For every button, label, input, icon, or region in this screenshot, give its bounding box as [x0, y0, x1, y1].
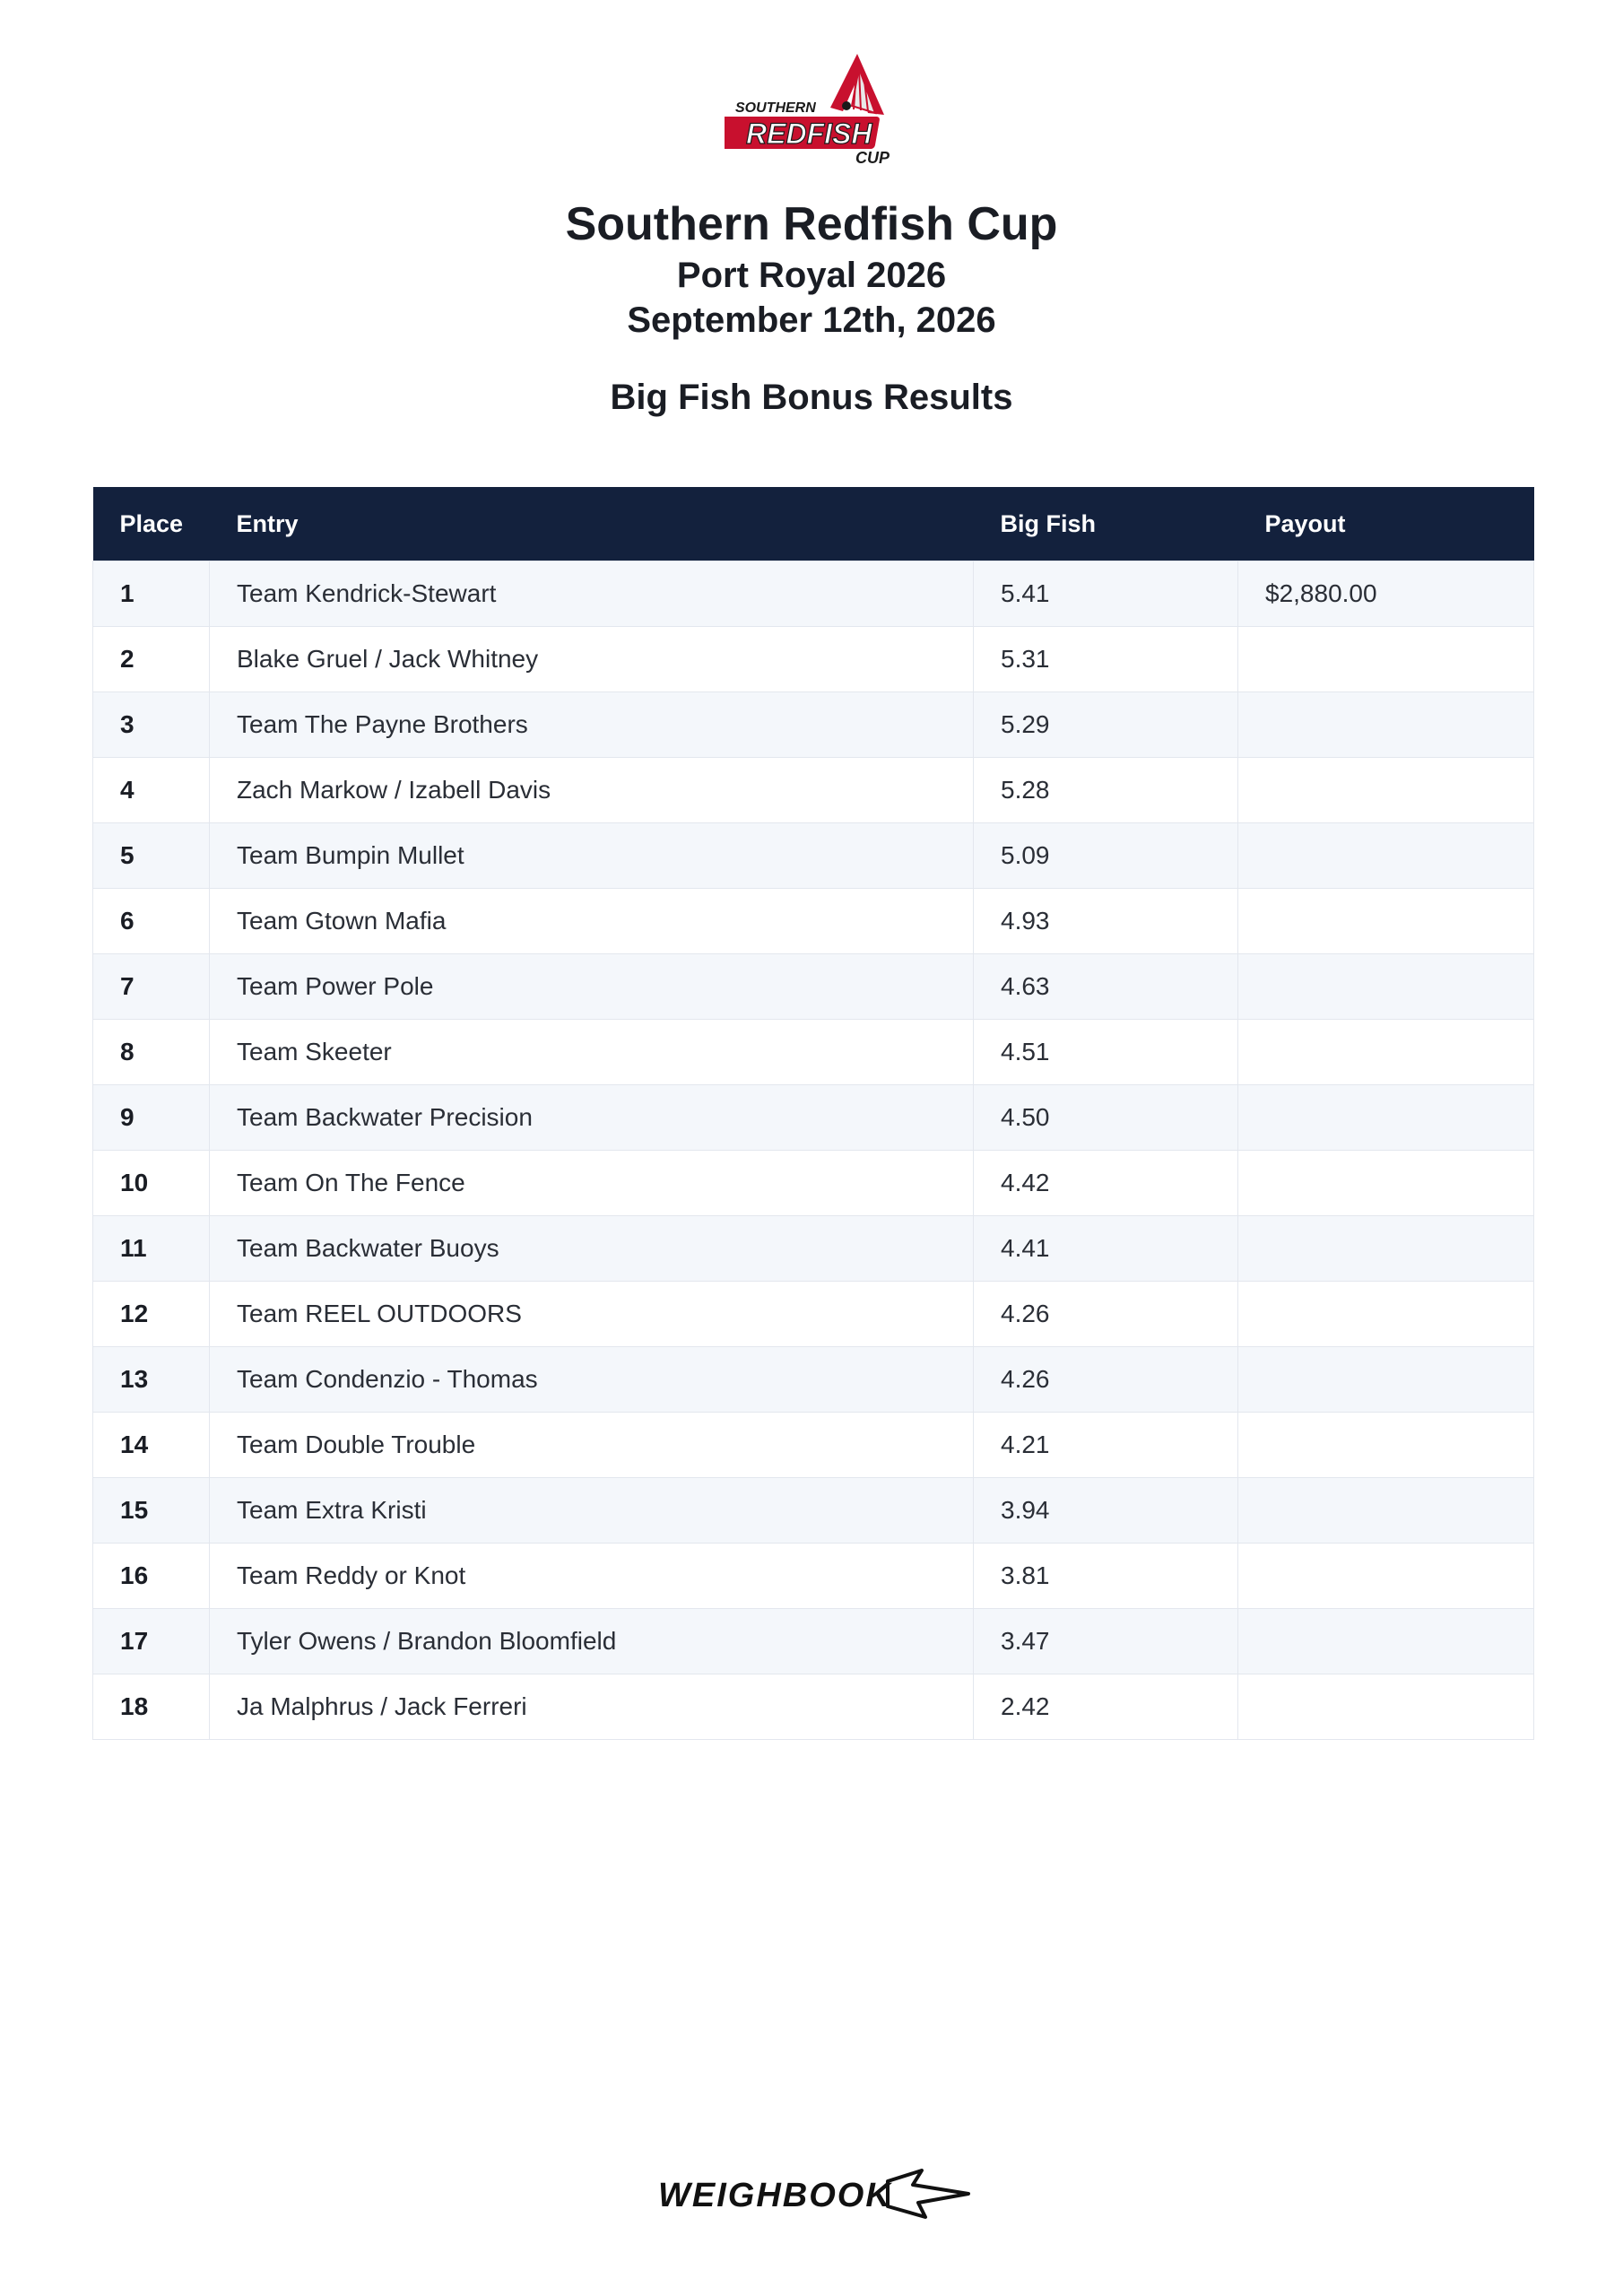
payout-cell: [1238, 1216, 1534, 1282]
big-fish-cell: 4.42: [974, 1151, 1238, 1216]
table-row: [93, 627, 1534, 692]
svg-text:REDFISH: REDFISH: [746, 117, 872, 150]
place-cell: 16: [93, 1544, 210, 1609]
big-fish-cell: 5.41: [974, 561, 1238, 627]
big-fish-cell: 3.81: [974, 1544, 1238, 1609]
payout-cell: [1238, 1413, 1534, 1478]
entry-cell: Team The Payne Brothers: [210, 692, 974, 758]
table-row: [93, 1347, 1534, 1413]
svg-text:SOUTHERN: SOUTHERN: [735, 100, 816, 116]
place-cell: 15: [93, 1478, 210, 1544]
table-body: [93, 561, 1534, 1740]
place-cell: 4: [93, 758, 210, 823]
big-fish-cell: 5.09: [974, 823, 1238, 889]
event-date: September 12th, 2026: [627, 300, 996, 340]
place-cell: 9: [93, 1085, 210, 1151]
place-cell: 2: [93, 627, 210, 692]
place-cell: 18: [93, 1674, 210, 1740]
payout-cell: $2,880.00: [1238, 561, 1534, 627]
table-row: [93, 889, 1534, 954]
place-cell: 8: [93, 1020, 210, 1085]
payout-cell: [1238, 692, 1534, 758]
table-row: [93, 1478, 1534, 1544]
payout-cell: [1238, 758, 1534, 823]
column-header-place: Place: [93, 487, 210, 561]
payout-cell: [1238, 1085, 1534, 1151]
payout-cell: [1238, 1674, 1534, 1740]
table-header: [93, 487, 1534, 561]
place-cell: 14: [93, 1413, 210, 1478]
place-cell: 12: [93, 1282, 210, 1347]
place-cell: 11: [93, 1216, 210, 1282]
big-fish-cell: 2.42: [974, 1674, 1238, 1740]
svg-text:WEIGHBOOK: WEIGHBOOK: [658, 2177, 892, 2214]
place-cell: 1: [93, 561, 210, 627]
big-fish-cell: 4.21: [974, 1413, 1238, 1478]
header-row: [93, 487, 1534, 561]
table-row: [93, 823, 1534, 889]
big-fish-cell: 4.93: [974, 889, 1238, 954]
entry-cell: Team Skeeter: [210, 1020, 974, 1085]
payout-cell: [1238, 1020, 1534, 1085]
big-fish-cell: 4.26: [974, 1282, 1238, 1347]
entry-cell: Team Reddy or Knot: [210, 1544, 974, 1609]
big-fish-cell: 4.50: [974, 1085, 1238, 1151]
big-fish-cell: 3.94: [974, 1478, 1238, 1544]
entry-cell: Tyler Owens / Brandon Bloomfield: [210, 1609, 974, 1674]
place-cell: 3: [93, 692, 210, 758]
column-header-entry: Entry: [210, 487, 974, 561]
table-row: [93, 758, 1534, 823]
table-row: [93, 1413, 1534, 1478]
redfish-tail-icon: [830, 54, 884, 115]
place-cell: 17: [93, 1609, 210, 1674]
entry-cell: Team REEL OUTDOORS: [210, 1282, 974, 1347]
place-cell: 13: [93, 1347, 210, 1413]
hook-swoosh-icon: [888, 2170, 968, 2217]
entry-cell: Team Bumpin Mullet: [210, 823, 974, 889]
place-cell: 5: [93, 823, 210, 889]
table-row: [93, 1674, 1534, 1740]
table-row: [93, 1216, 1534, 1282]
table-row: [93, 1544, 1534, 1609]
payout-cell: [1238, 889, 1534, 954]
entry-cell: Team Backwater Buoys: [210, 1216, 974, 1282]
entry-cell: Blake Gruel / Jack Whitney: [210, 627, 974, 692]
big-fish-cell: 3.47: [974, 1609, 1238, 1674]
southern-redfish-cup-logo: [725, 43, 904, 169]
big-fish-cell: 4.41: [974, 1216, 1238, 1282]
entry-cell: Team Gtown Mafia: [210, 889, 974, 954]
big-fish-cell: 4.51: [974, 1020, 1238, 1085]
table-row: [93, 954, 1534, 1020]
table-row: [93, 1151, 1534, 1216]
entry-cell: Team Kendrick-Stewart: [210, 561, 974, 627]
place-cell: 6: [93, 889, 210, 954]
table-row: [93, 1609, 1534, 1674]
big-fish-cell: 4.26: [974, 1347, 1238, 1413]
payout-cell: [1238, 627, 1534, 692]
big-fish-cell: 5.29: [974, 692, 1238, 758]
table-row: [93, 692, 1534, 758]
big-fish-cell: 4.63: [974, 954, 1238, 1020]
entry-cell: Ja Malphrus / Jack Ferreri: [210, 1674, 974, 1740]
entry-cell: Team Extra Kristi: [210, 1478, 974, 1544]
place-cell: 10: [93, 1151, 210, 1216]
place-cell: 7: [93, 954, 210, 1020]
column-header-payout: Payout: [1238, 487, 1534, 561]
entry-cell: Zach Markow / Izabell Davis: [210, 758, 974, 823]
table-row: [93, 1020, 1534, 1085]
entry-cell: Team On The Fence: [210, 1151, 974, 1216]
page-title: Southern Redfish Cup: [565, 198, 1058, 250]
payout-cell: [1238, 1544, 1534, 1609]
payout-cell: [1238, 823, 1534, 889]
weighbook-logo: [653, 2165, 976, 2224]
payout-cell: [1238, 1609, 1534, 1674]
table-row: [93, 1085, 1534, 1151]
payout-cell: [1238, 1282, 1534, 1347]
payout-cell: [1238, 954, 1534, 1020]
table-row: [93, 561, 1534, 627]
big-fish-cell: 5.31: [974, 627, 1238, 692]
section-title: Big Fish Bonus Results: [610, 378, 1013, 417]
results-table: [92, 487, 1534, 1740]
event-location: Port Royal 2026: [676, 256, 947, 295]
payout-cell: [1238, 1347, 1534, 1413]
big-fish-cell: 5.28: [974, 758, 1238, 823]
entry-cell: Team Condenzio - Thomas: [210, 1347, 974, 1413]
entry-cell: Team Backwater Precision: [210, 1085, 974, 1151]
column-header-big-fish: Big Fish: [974, 487, 1238, 561]
entry-cell: Team Double Trouble: [210, 1413, 974, 1478]
payout-cell: [1238, 1151, 1534, 1216]
payout-cell: [1238, 1478, 1534, 1544]
entry-cell: Team Power Pole: [210, 954, 974, 1020]
svg-text:CUP: CUP: [855, 149, 890, 167]
table-row: [93, 1282, 1534, 1347]
